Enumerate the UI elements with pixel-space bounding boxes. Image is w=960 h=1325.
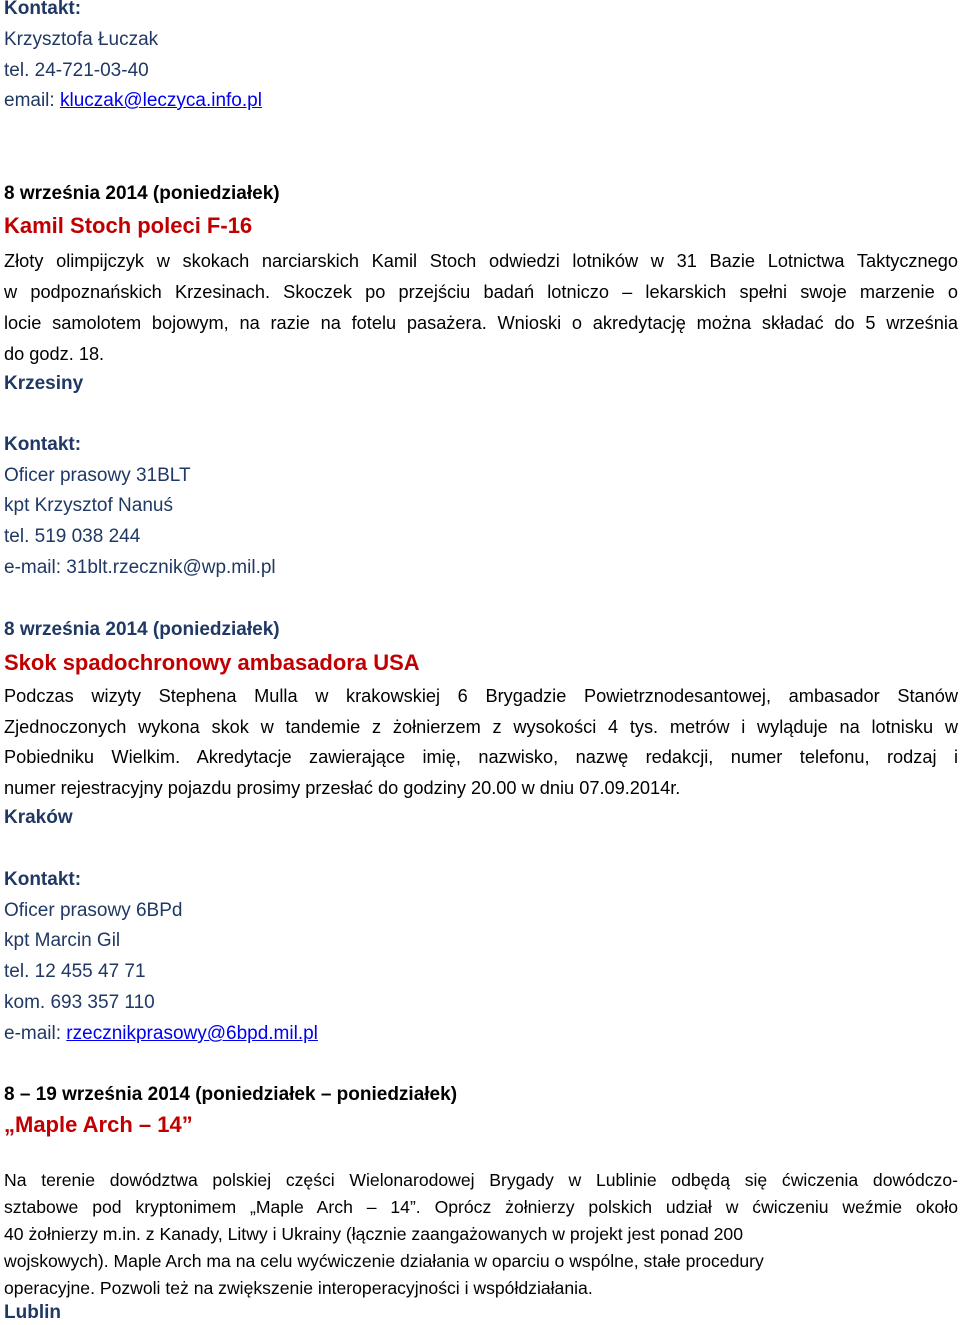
paragraph-line: 40 żołnierzy m.in. z Kanady, Litwy i Ukrainy (łącznie zaangażowanych w projekt jest ponad 200 [4,1224,743,1244]
event-date: 8 września 2014 (poniedziałek) [4,619,280,640]
event-place: Kraków [4,807,73,828]
event-date: 8 – 19 września 2014 (poniedziałek – poniedziałek) [4,1084,458,1105]
kontakt-label: Kontakt: [4,434,82,455]
contact-line: e-mail: 31blt.rzecznik@wp.mil.pl [4,557,276,578]
paragraph-line: numer rejestracyjny pojazdu prosimy przesłać do godziny 20.00 w dniu 07.09.2014r. [4,778,681,798]
kontakt-label: Kontakt: [4,0,82,19]
contact-line: tel. 12 455 47 71 [4,961,146,982]
event-title: „Maple Arch – 14” [4,1112,193,1137]
paragraph-line: locie samolotem bojowym, na razie na fotelu pasażera. Wnioski o akredytację można składać do 5 września [4,313,958,333]
event-title: Skok spadochronowy ambasadora USA [4,650,420,675]
email-prefix: e-mail: [4,1023,67,1044]
contact-line: kom. 693 357 110 [4,992,155,1013]
paragraph-line: do godz. 18. [4,344,105,364]
event-place: Krzesiny [4,373,84,394]
email-link[interactable]: rzecznikprasowy@6bpd.mil.pl [66,1023,318,1044]
contact-line: Oficer prasowy 6BPd [4,900,183,921]
contact-email [4,89,262,113]
contact-email [4,1022,318,1046]
paragraph-line: operacyjne. Pozwoli też na zwiększenie interoperacyjności i współdziałania. [4,1278,593,1298]
email-prefix: email: [4,90,60,111]
paragraph-line: wojskowych). Maple Arch ma na celu wyćwiczenie działania w oparciu o wspólne, stałe procedury [4,1251,764,1271]
email-link[interactable]: kluczak@leczyca.info.pl [59,90,262,111]
paragraph-line: w podpoznańskich Krzesinach. Skoczek po przejściu badań lotniczo – lekarskich spełni swoje marzenie o [4,282,958,302]
event-date: 8 września 2014 (poniedziałek) [4,183,280,204]
paragraph-line: Pobiedniku Wielkim. Akredytacje zawierające imię, nazwisko, nazwę redakcji, numer telefonu, rodzaj i [4,747,958,767]
contact-line: kpt Marcin Gil [4,930,121,951]
kontakt-label: Kontakt: [4,869,82,890]
paragraph-line: Złoty olimpijczyk w skokach narciarskich Kamil Stoch odwiedzi lotników w 31 Bazie Lotnictwa Taktycznego [4,251,958,271]
contact-name: Krzysztofa Łuczak [4,29,159,50]
event-title: Kamil Stoch poleci F-16 [4,213,253,238]
contact-line: tel. 519 038 244 [4,526,141,547]
event-place: Lublin [4,1302,61,1323]
contact-line: Oficer prasowy 31BLT [4,465,191,486]
paragraph-line: Na terenie dowództwa polskiej części Wielonarodowej Brygady w Lublinie odbędą się ćwiczenia dowódczo- [4,1170,958,1190]
paragraph-line: sztabowe pod kryptonimem „Maple Arch – 14”. Oprócz żołnierzy polskich udział w ćwiczeniu weźmie około [4,1197,958,1217]
contact-line: kpt Krzysztof Nanuś [4,495,173,516]
paragraph-line: Zjednoczonych wykona skok w tandemie z żołnierzem z wysokości 4 tys. metrów i wyląduje na lotnisku w [4,717,958,737]
paragraph-line: Podczas wizyty Stephena Mulla w krakowskiej 6 Brygadzie Powietrznodesantowej, ambasador Stanów [4,686,958,706]
contact-tel: tel. 24-721-03-40 [4,60,149,81]
